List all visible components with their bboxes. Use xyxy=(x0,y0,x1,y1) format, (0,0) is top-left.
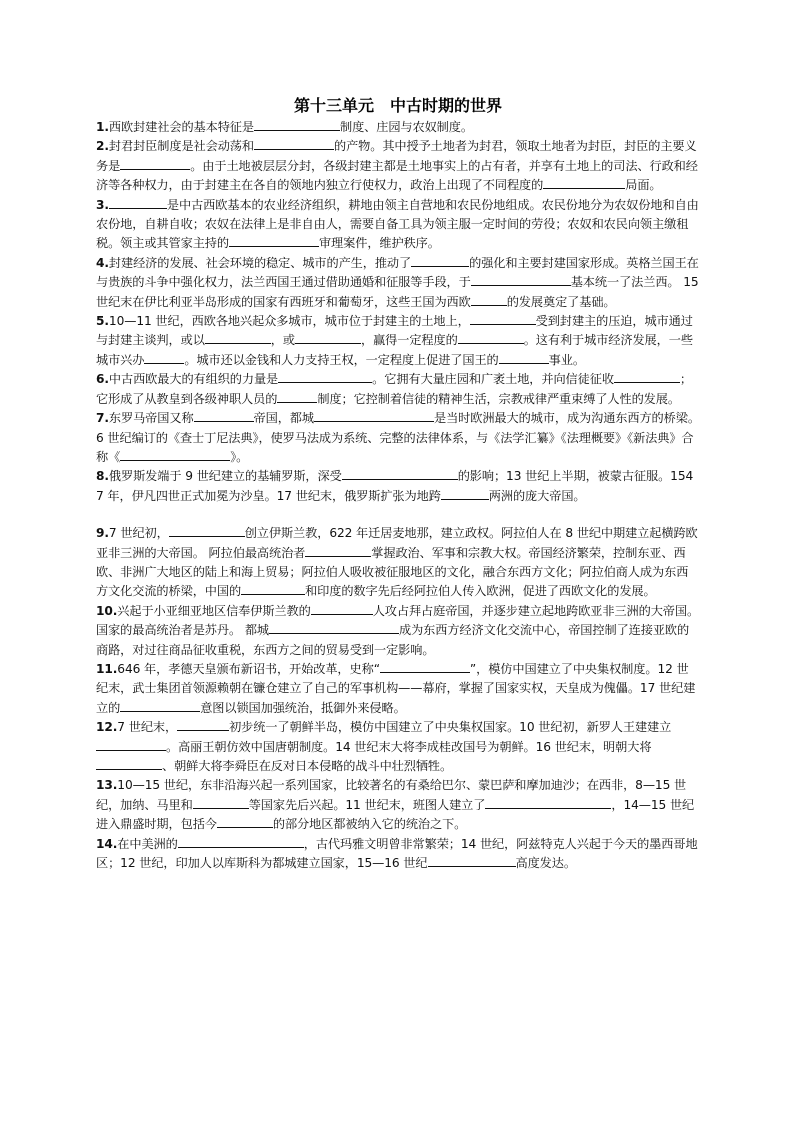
question-text: 中古西欧最大的有组织的力量是 xyxy=(108,372,279,387)
answer-blank[interactable] xyxy=(177,718,229,731)
question-text: ”，模仿中国建立了中央集权制度。12 世纪末，武士集团首领源赖朝在镰仓建立了自己的军事机构——幕府，掌握了国家实权，天皇成为傀儡。17 世纪建立的 xyxy=(96,661,696,715)
document-page xyxy=(96,96,700,873)
question-text: ，14—15 世纪进入鼎盛时期，包括今 xyxy=(96,797,695,832)
question-number: 2. xyxy=(96,139,109,154)
question-text: 两洲的庞大帝国。 xyxy=(488,488,586,503)
question-number: 14. xyxy=(96,836,118,851)
answer-blank[interactable] xyxy=(96,738,166,751)
answer-blank[interactable] xyxy=(254,137,334,150)
question-number: 11. xyxy=(96,661,118,676)
question-number: 13. xyxy=(96,778,118,793)
question-number: 4. xyxy=(96,255,109,270)
question-5 xyxy=(96,312,700,370)
question-number: 1. xyxy=(96,120,109,134)
answer-blank[interactable] xyxy=(305,544,371,557)
answer-blank[interactable] xyxy=(193,796,249,809)
question-text: 基本统一了法兰西。 15 世纪末在伊比利亚半岛形成的国家有西班牙和葡萄牙，这些王国为西欧 xyxy=(96,275,699,309)
question-text: 、朝鲜大将李舜臣在反对日本侵略的战斗中壮烈牺牲。 xyxy=(162,759,453,773)
question-3 xyxy=(96,196,700,254)
answer-blank[interactable] xyxy=(342,467,458,480)
question-text: 。高丽王朝仿效中国唐朝制度。14 世纪末大将李成桂改国号为朝鲜。16 世纪末，明朝大将 xyxy=(166,739,652,754)
question-text: 意图以锁国加强统治，抵御外来侵略。 xyxy=(200,700,406,715)
question-text: ，或 xyxy=(270,333,295,348)
question-text: 的部分地区都被纳入它的统治之下。 xyxy=(272,817,467,832)
answer-blank[interactable] xyxy=(254,118,340,131)
answer-blank[interactable] xyxy=(471,293,507,306)
answer-blank[interactable] xyxy=(144,351,184,364)
question-text: 制度、庄园与农奴制度。 xyxy=(339,120,473,134)
question-text: 的发展奠定了基础。 xyxy=(506,294,616,309)
answer-blank[interactable] xyxy=(96,757,162,770)
question-text: 创立伊斯兰教，622 年迁居麦地那，建立政权。阿拉伯人在 8 世纪中期建立起横跨欧亚非三洲的大帝国。 阿拉伯最高统治者 xyxy=(96,526,698,560)
question-text: 封君封臣制度是社会动荡和 xyxy=(108,139,254,154)
answer-blank[interactable] xyxy=(277,390,317,403)
answer-blank[interactable] xyxy=(485,796,611,809)
question-text: 》。 xyxy=(230,449,249,464)
answer-blank[interactable] xyxy=(120,699,200,712)
question-number: 7. xyxy=(96,411,109,426)
question-text: 646 年，孝德天皇颁布新诏书，开始改革，史称“ xyxy=(117,661,380,676)
question-text: 10—11 世纪，西欧各地兴起众多城市，城市位于封建主的土地上， xyxy=(108,314,470,329)
question-text: 人攻占拜占庭帝国，并逐步建立起地跨欧亚非三洲的大帝国。国家的最高统治者是苏丹。 都城 xyxy=(96,603,700,638)
question-text: 的产物。其中授予土地者为封君，领取土地者为封臣，封臣的主要义务是 xyxy=(96,139,697,173)
answer-blank[interactable] xyxy=(441,487,489,500)
question-text: 受到封建主的压迫，城市通过与封建主谈判，或以 xyxy=(96,314,693,348)
answer-blank[interactable] xyxy=(314,409,434,422)
question-text: 封建经济的发展、社会环境的稳定、城市的产生，推动了 xyxy=(108,255,412,270)
answer-blank[interactable] xyxy=(543,176,625,189)
question-text: 是当时欧洲最大的城市，成为沟通东西方的桥梁。6 世纪编订的《查士丁尼法典》，使罗马法成为系统、完整的法律体系，与《法学汇纂》《法理概要》《新法典》合称《 xyxy=(96,411,700,464)
question-text: 审理案件，维护秩序。 xyxy=(318,236,440,251)
question-text: 的强化和主要封建国家形成。英格兰国王在与贵族的斗争中强化权力，法兰西国王通过借助通婚和征服等手段，于 xyxy=(96,255,699,290)
answer-blank[interactable] xyxy=(470,312,536,325)
question-6 xyxy=(96,370,700,409)
question-text: 。由于土地被层层分封，各级封建主都是土地事实上的占有者，并享有土地上的司法、行政和经济等各种权力，由于封建主在各自的领地内独立行使权力，政治上出现了不同程度的 xyxy=(96,158,698,193)
question-text: 成为东西方经济文化交流中心，帝国控制了连接亚欧的商路，对过往商品征收重税，东西方之间的贸易受到一定影响。 xyxy=(96,623,690,657)
question-text: 初步统一了朝鲜半岛，模仿中国建立了中央集权国家。10 世纪初，新罗人王建建立 xyxy=(229,720,672,735)
question-number: 8. xyxy=(96,469,109,484)
answer-blank[interactable] xyxy=(205,331,271,344)
question-1 xyxy=(96,118,700,137)
question-text: ，赢得一定程度的 xyxy=(360,333,458,348)
question-number: 12. xyxy=(96,720,118,735)
question-number: 6. xyxy=(96,372,109,387)
question-13 xyxy=(96,776,700,834)
question-text: 高度发达。 xyxy=(515,856,576,871)
answer-blank[interactable] xyxy=(229,234,319,247)
question-text: 10—15 世纪，东非沿海兴起一系列国家，比较著名的有桑给巴尔、蒙巴萨和摩加迪沙；在西非，8—15 世纪，加纳、马里和 xyxy=(96,778,687,812)
spacer xyxy=(96,506,700,524)
question-12 xyxy=(96,718,700,776)
question-number: 3. xyxy=(96,197,109,212)
question-10 xyxy=(96,602,700,660)
answer-blank[interactable] xyxy=(241,582,305,595)
answer-blank[interactable] xyxy=(428,854,516,867)
question-14 xyxy=(96,835,700,874)
question-text: 7 世纪初， xyxy=(108,526,169,541)
answer-blank[interactable] xyxy=(120,448,230,461)
question-text: 和印度的数字先后经阿拉伯人传入欧洲，促进了西欧文化的发展。 xyxy=(305,584,656,599)
answer-blank[interactable] xyxy=(120,157,190,170)
question-text: 帝国，都城 xyxy=(253,411,314,426)
question-text: 。它拥有大量庄园和广袤土地，并向信徒征收 xyxy=(372,372,614,387)
question-text: 的影响；13 世纪上半期，被蒙古征服。1547 年，伊凡四世正式加冕为沙皇。17 世纪末，俄罗斯扩张为地跨 xyxy=(96,469,694,503)
question-number: 10. xyxy=(96,603,118,618)
question-text: 。这有利于城市经济发展，一些城市兴办 xyxy=(96,333,693,367)
question-text: 掌握政治、军事和宗教大权。帝国经济繁荣，控制东亚、西欧、非洲广大地区的陆上和海上贸易；阿拉伯人吸收被征服地区的文化，融合东西方文化；阿拉伯商人成为东西方文化交流的桥梁，中国的 xyxy=(96,545,689,599)
question-2 xyxy=(96,137,700,195)
answer-blank[interactable] xyxy=(269,621,399,634)
answer-blank[interactable] xyxy=(295,331,361,344)
answer-blank[interactable] xyxy=(278,370,372,383)
answer-blank[interactable] xyxy=(411,254,469,267)
answer-blank[interactable] xyxy=(380,660,470,673)
question-number: 5. xyxy=(96,314,109,329)
answer-blank[interactable] xyxy=(169,524,245,537)
question-11 xyxy=(96,660,700,718)
answer-blank[interactable] xyxy=(499,351,549,364)
question-8 xyxy=(96,467,700,506)
question-number: 9. xyxy=(96,526,109,541)
question-7 xyxy=(96,409,700,467)
question-text: ；它形成了从教皇到各级神职人员的 xyxy=(96,372,692,406)
question-text: 西欧封建社会的基本特征是 xyxy=(108,120,254,134)
answer-blank[interactable] xyxy=(458,331,524,344)
question-text: 俄罗斯发端于 9 世纪建立的基辅罗斯，深受 xyxy=(108,469,342,484)
answer-blank[interactable] xyxy=(178,835,304,848)
question-text: 是中古西欧基本的农业经济组织，耕地由领主自营地和农民份地组成。农民份地分为农奴份地和自由农份地，自耕自收；农奴在法律上是非自由人，需要自备工具为领主服一定时间的劳役；农奴和农民向领主缴租税。领主或其管家主持的 xyxy=(96,197,699,251)
question-9 xyxy=(96,524,700,602)
question-text: 局面。 xyxy=(625,178,662,193)
question-text: 。城市还以金钱和人力支持王权，一定程度上促进了国王的 xyxy=(184,352,499,367)
answer-blank[interactable] xyxy=(109,196,167,209)
answer-blank[interactable] xyxy=(217,815,273,828)
answer-blank[interactable] xyxy=(311,602,373,615)
answer-blank[interactable] xyxy=(194,409,254,422)
question-text: 7 世纪末， xyxy=(117,720,178,735)
question-text: 制度；它控制着信徒的精神生活，宗教戒律严重束缚了人性的发展。 xyxy=(317,391,680,406)
answer-blank[interactable] xyxy=(614,370,680,383)
answer-blank[interactable] xyxy=(471,273,571,286)
question-text: 东罗马帝国又称 xyxy=(108,411,194,426)
question-4 xyxy=(96,254,700,312)
question-text: 在中美洲的 xyxy=(117,836,178,851)
question-text: 兴起于小亚细亚地区信奉伊斯兰教的 xyxy=(117,603,311,618)
question-text: ，古代玛雅文明曾非常繁荣；14 世纪，阿兹特克人兴起于今天的墨西哥地区；12 世纪，印加人以库斯科为都城建立国家，15—16 世纪 xyxy=(96,836,698,871)
question-text: 事业。 xyxy=(548,352,585,367)
page-title: 第十三单元 中古时期的世界 xyxy=(293,96,502,115)
question-text: 等国家先后兴起。11 世纪末，班图人建立了 xyxy=(248,797,486,812)
